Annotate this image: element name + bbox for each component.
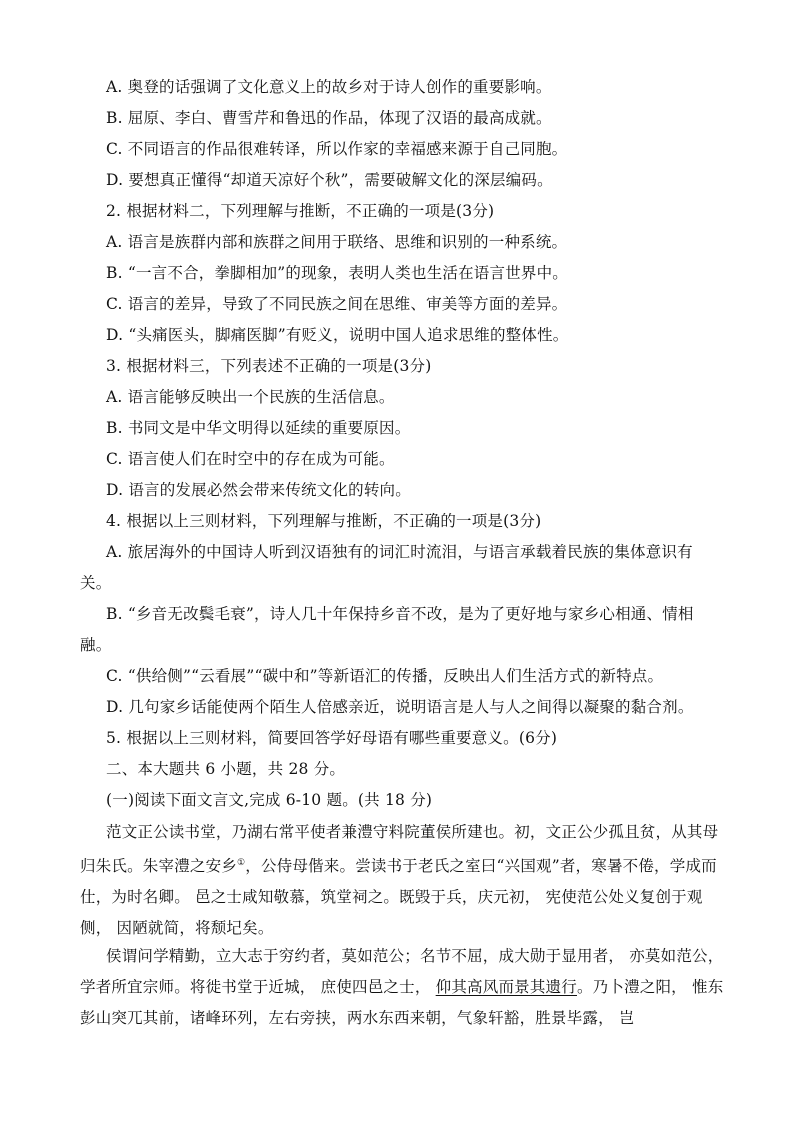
- passage-paragraph-1: [80, 817, 726, 944]
- q1-option-d: D. 要想真正懂得“却道天凉好个秋”，需要破解文化的深层编码。: [106, 171, 553, 189]
- underlined-phrase: 仰其高风而景其遗行: [435, 978, 577, 996]
- q2-option-d: D. “头痛医头，脚痛医脚”有贬义，说明中国人追求思维的整体性。: [106, 326, 569, 344]
- q4-option-a-line2: 关。: [80, 574, 112, 592]
- q3-option-a: A. 语言能够反映出一个民族的生活信息。: [106, 388, 395, 406]
- q2-option-a: A. 语言是族群内部和族群之间用于联络、思维和识别的一种系统。: [106, 233, 568, 251]
- q4-option-d: D. 几句家乡话能使两个陌生人倍感亲近，说明语言是人与人之间得以凝聚的黏合剂。: [106, 698, 694, 716]
- q3-stem: 3. 根据材料三，下列表述不正确的一项是(3分): [106, 357, 432, 375]
- q4-stem: 4. 根据以上三则材料，下列理解与推断，不正确的一项是(3分): [106, 512, 542, 530]
- passage-p1-part1: 范文正公读书堂，乃湖右常平使者兼澧守料院董侯所建也。初，文正公少孤且贫，从其母归朱氏。朱宰澧之安乡: [80, 823, 719, 876]
- q4-option-b-line1: B. “乡音无改鬓毛衰”，诗人几十年保持乡音不改，是为了更好地与家乡心相通、情相: [106, 605, 694, 623]
- q1-option-c: C. 不同语言的作品很难转译，所以作家的幸福感来源于自己同胞。: [106, 140, 568, 158]
- section-two-heading: 二、本大题共 6 小题，共 28 分。: [106, 760, 346, 778]
- q3-option-d: D. 语言的发展必然会带来传统文化的转向。: [106, 481, 411, 499]
- q2-option-c: C. 语言的差异，导致了不同民族之间在思维、审美等方面的差异。: [106, 295, 568, 313]
- q2-stem: 2. 根据材料二，下列理解与推断，不正确的一项是(3分): [106, 202, 495, 220]
- q4-option-a-line1: A. 旅居海外的中国诗人听到汉语独有的词汇时流泪，与语言承载着民族的集体意识有: [106, 543, 693, 561]
- q5-stem: 5. 根据以上三则材料，简要回答学好母语有哪些重要意义。(6分): [106, 729, 558, 747]
- passage-p2-part1: 侯谓问学精勤，立大志于穷约者，莫如范公；名节不屈，成大勋于显用者， 亦莫如范公， 学者所宜宗师。将徙书堂于近城， 庶使四邑之士，: [80, 947, 724, 996]
- q4-option-b-line2: 融。: [80, 636, 112, 654]
- footnote-marker: ①: [237, 858, 246, 868]
- q3-option-b: B. 书同文是中华文明得以延续的重要原因。: [106, 419, 411, 437]
- subsection-one-heading: (一)阅读下面文言文,完成 6-10 题。(共 18 分): [106, 791, 433, 809]
- q2-option-b: B. “一言不合，拳脚相加”的现象，表明人类也生活在语言世界中。: [106, 264, 568, 282]
- q1-option-a: A. 奥登的话强调了文化意义上的故乡对于诗人创作的重要影响。: [106, 78, 552, 96]
- passage-paragraph-2: [80, 941, 726, 1034]
- q1-option-b: B. 屈原、李白、曹雪芹和鲁迅的作品，体现了汉语的最高成就。: [106, 109, 552, 127]
- q4-option-c: C. “供给侧”“云看展”“碳中和”等新语汇的传播，反映出人们生活方式的新特点。: [106, 667, 664, 685]
- q3-option-c: C. 语言使人们在时空中的存在成为可能。: [106, 450, 395, 468]
- passage-p2-part2: 。乃卜澧之阳， 惟东彭山突兀其前，诸峰环列，左右旁挟，两水东西来朝，气象轩豁，胜景毕露， 岂: [80, 978, 724, 1027]
- passage-p1-part2: ，公侍母偕来。尝读书于老氏之室曰“兴国观”者，寒暑不倦，学成而仕，为时名卿。 邑之士咸知敬慕，筑堂祠之。既毁于兵，庆元初， 宪使范公处义复创于观侧， 因陋就简，将颓圮矣。: [80, 857, 717, 938]
